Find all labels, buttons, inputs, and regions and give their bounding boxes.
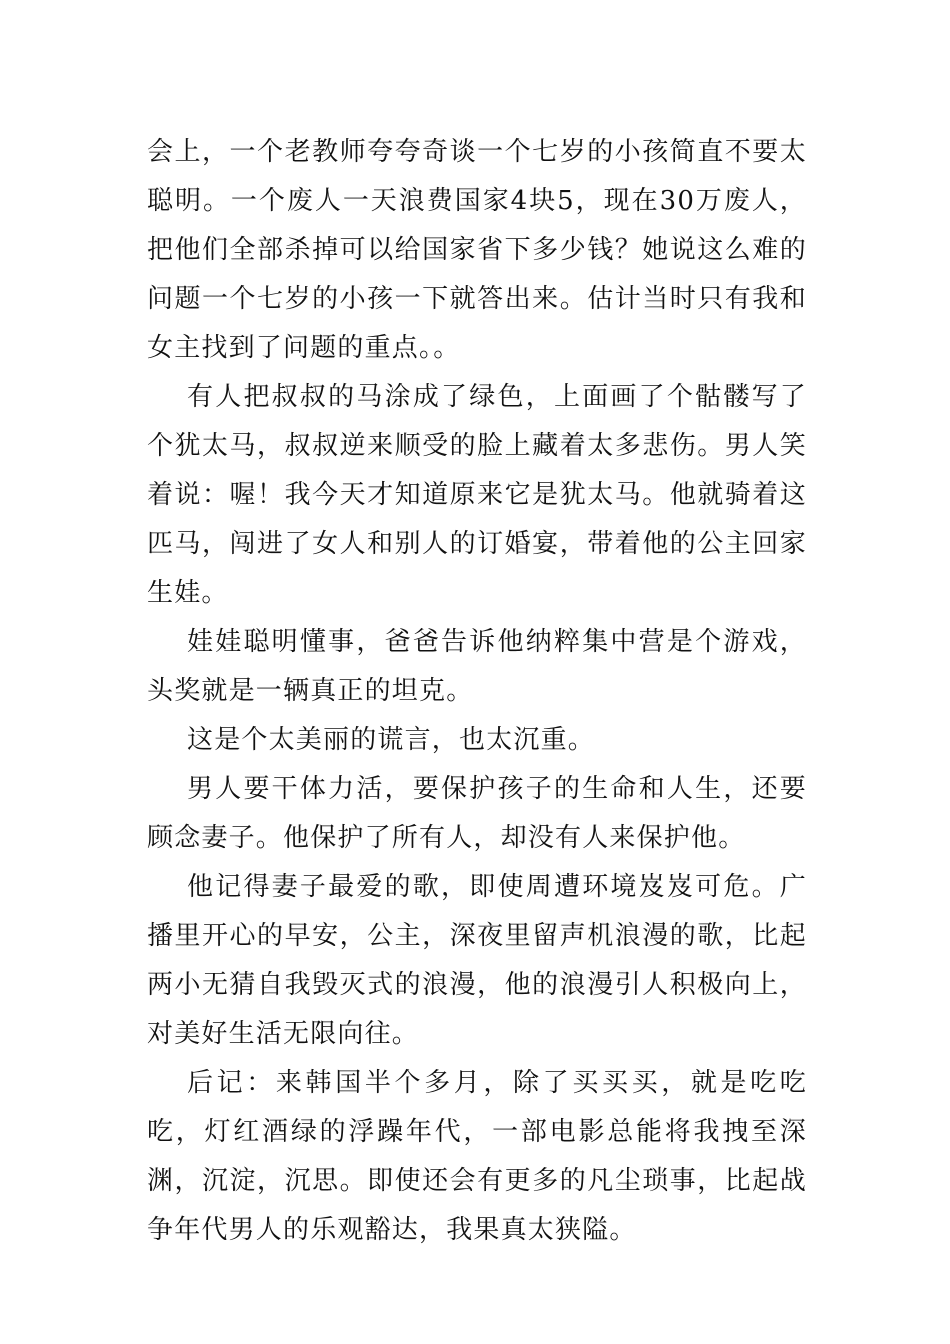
paragraph-labor: 男人要干体力活，要保护孩子的生命和人生，还要顾念妻子。他保护了所有人，却没有人来保护他。 xyxy=(147,774,807,853)
paragraph-horse: 有人把叔叔的马涂成了绿色，上面画了个骷髅写了个犹太马，叔叔逆来顺受的脸上藏着太多悲伤。男人笑着说：喔！我今天才知道原来它是犹太马。他就骑着这匹马，闯进了女人和别人的订婚宴，带着他的公主回家生娃。 xyxy=(147,382,807,608)
paragraph-lie: 这是个太美丽的谎言，也太沉重。 xyxy=(187,725,596,755)
document-body xyxy=(147,128,807,1255)
paragraph-postscript: 后记：来韩国半个多月，除了买买买，就是吃吃吃，灯红酒绿的浮躁年代，一部电影总能将我拽至深渊，沉淀，沉思。即使还会有更多的凡尘琐事，比起战争年代男人的乐观豁达，我果真太狭隘。 xyxy=(147,1068,807,1245)
paragraph-song: 他记得妻子最爱的歌，即使周遭环境岌岌可危。广播里开心的早安，公主，深夜里留声机浪漫的歌，比起两小无猜自我毁灭式的浪漫，他的浪漫引人积极向上，对美好生活无限向往。 xyxy=(147,872,807,1049)
paragraph-continuation: 会上，一个老教师夸夸奇谈一个七岁的小孩简直不要太聪明。一个废人一天浪费国家4块5，现在30万废人，把他们全部杀掉可以给国家省下多少钱？她说这么难的问题一个七岁的小孩一下就答出来。估计当时只有我和女主找到了问题的重点。。 xyxy=(147,137,807,363)
paragraph-child: 娃娃聪明懂事，爸爸告诉他纳粹集中营是个游戏，头奖就是一辆真正的坦克。 xyxy=(147,627,807,706)
